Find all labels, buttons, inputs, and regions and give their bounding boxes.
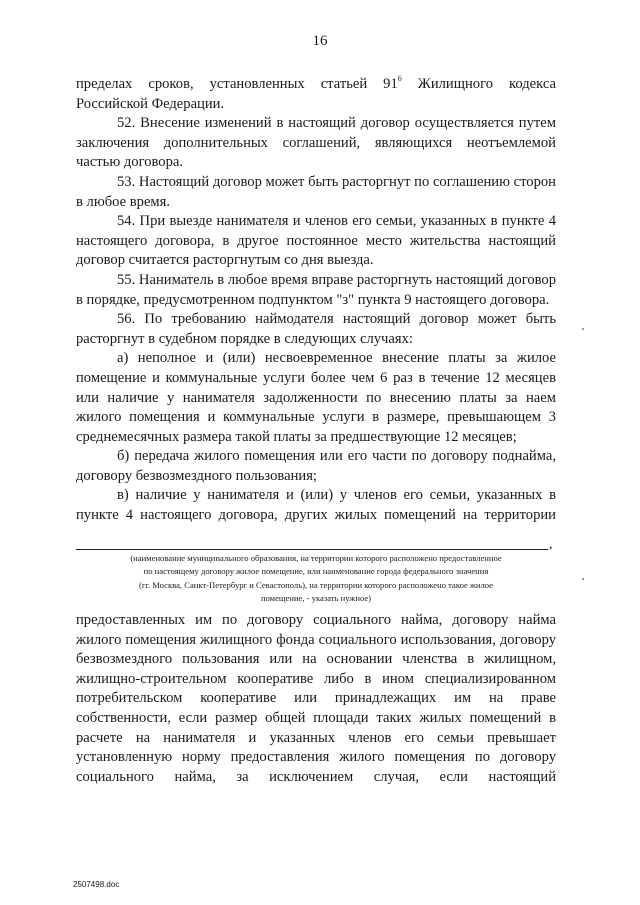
paragraph-56-v: в) наличие у нанимателя и (или) у членов его семьи, указанных в пункте 4 настоящего договора, других жилых помещений на территории: [76, 487, 556, 524]
paragraph-56-v-continuation: предоставленных им по договору социального найма, договору найма жилого помещения жилищного фонда социального использования, договору безвозмездного пользования или на основании членства в жилищном, жилищно-строительном кооперативе либо в ином специализированном потребительском кооперативе или принадлежащих им на праве собственности, если размер общей площади таких жилых помещений в расчете на нанимателя и указанных членов его семьи превышает установленную норму предоставления жилого помещения по договору социального найма, за исключением случая, если настоящий: [76, 612, 556, 785]
paragraph-55: 55. Наниматель в любое время вправе расторгнуть настоящий договор в порядке, предусмотренном подпунктом "з" пункта 9 настоящего договора.: [76, 271, 556, 308]
footnote-line: по настоящему договору жилое помещение, или наименование города федерального значения: [143, 566, 489, 577]
footnote-line: помещение, - указать нужное): [260, 593, 372, 604]
paragraph-52: 52. Внесение изменений в настоящий договор осуществляется путем заключения дополнительных соглашений, являющихся неотъемлемой частью договора.: [76, 115, 556, 171]
paragraph-54: 54. При выезде нанимателя и членов его семьи, указанных в пункте 4 настоящего договора, в другое постоянное место жительства настоящий договор считается расторгнутым со дня выезда.: [76, 213, 556, 269]
margin-dot: [582, 578, 584, 580]
paragraph-53: 53. Настоящий договор может быть расторгнут по соглашению сторон в любое время.: [76, 173, 556, 210]
blank-footnote: [84, 552, 548, 606]
paragraph-56: 56. По требованию наймодателя настоящий договор может быть расторгнут в судебном порядке в следующих случаях:: [76, 311, 556, 347]
page-number: 16: [312, 33, 328, 49]
footnote-line: (гг. Москва, Санкт-Петербург и Севастополь), на территории которого расположено такое жилое: [138, 579, 493, 590]
blank-fill-line: [76, 549, 548, 550]
document-filename: 2507498.doc: [73, 880, 120, 889]
continuation-paragraph: пределах сроков, установленных статьей $91^6$ Жилищного кодекса Российской Федерации.: [76, 74, 556, 112]
upper-text-block: [76, 75, 556, 526]
lower-text-block: [76, 611, 556, 787]
blank-comma: ,: [549, 537, 553, 552]
footnote-line: (наименование муниципального образования, на территории которого расположено предоставленное: [130, 553, 502, 563]
margin-dot: [582, 328, 584, 330]
article-superscript: 6: [397, 74, 402, 83]
paragraph-56-b: б) передача жилого помещения или его части по договору поднайма, договору безвозмездного пользования;: [76, 448, 556, 484]
paragraph-56-a: а) неполное и (или) несвоевременное внесение платы за жилое помещение и коммунальные услуги более чем 6 раз в течение 12 месяцев или наличие у нанимателя задолженности по внесению платы за наем жилого помещения и коммунальные услуги в размере, превышающем 3 среднемесячных размера такой платы за предшествующие 12 месяцев;: [76, 350, 556, 445]
